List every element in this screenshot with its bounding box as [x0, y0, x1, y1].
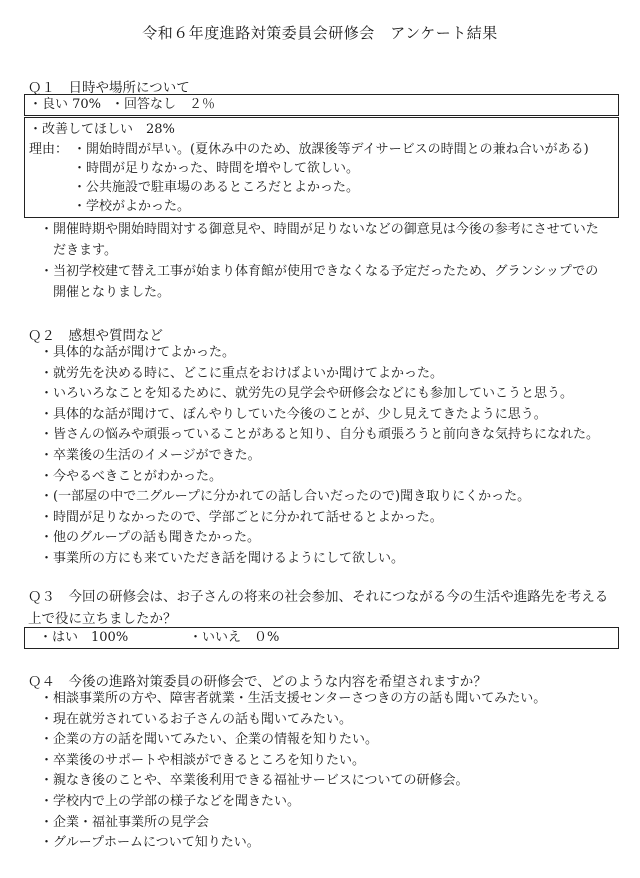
page-title: 令和６年度進路対策委員会研修会 アンケート結果	[142, 24, 498, 42]
list-item: ・学校内で上の学部の様子などを聞きたい。	[40, 793, 301, 809]
q1-improve-value: ・改善してほしい 28%	[29, 122, 175, 137]
list-item: ・現在就労されているお子さんの話も聞いてみたい。	[40, 711, 353, 727]
list-item: ・就労先を決める時に、どこに重点をおけばよいか聞けてよかった。	[40, 365, 444, 381]
q1-response-notes	[40, 219, 620, 303]
q1-reason-item: ・学校がよかった。	[73, 199, 191, 214]
list-item: ・皆さんの悩みや頑張っていることがあると知り、自分も頑張ろうと前向きな気持ちになれた。	[40, 427, 600, 443]
q1-reason-label: 理由：	[29, 142, 69, 157]
list-item: ・事業所の方にも来ていただき話を聞けるようにして欲しい。	[40, 550, 405, 566]
q3-yes-value: ・はい 100%	[39, 630, 129, 645]
list-item: ・相談事業所の方や、障害者就業・生活支援センターさつきの方の話も聞いてみたい。	[40, 691, 547, 706]
list-item: ・時間が足りなかったので、学部ごとに分かれて話せるとよかった。	[40, 509, 443, 525]
q1-note-line: ・開催時期や開始時間対する御意見や、時間が足りないなどの御意見は今後の参考にさせていた	[40, 222, 599, 237]
list-item: ・企業・福祉事業所の見学会	[40, 814, 210, 830]
list-item: ・(一部屋の中で二グループに分かれての話し合いだったので)聞き取りにくかった。	[40, 489, 531, 505]
q1-noanswer-value: ・回答なし ２％	[111, 97, 216, 112]
list-item: ・具体的な話が聞けてよかった。	[40, 345, 236, 360]
q4-heading: Ｑ４ 今後の進路対策委員の研修会で、どのような内容を希望されますか？	[28, 674, 487, 690]
q1-note-line: だきます。	[53, 243, 117, 258]
q1-reason-item: ・時間が足りなかった、時間を増やして欲しい。	[73, 161, 360, 176]
q1-note-line: 開催となりました。	[53, 285, 171, 300]
list-item: ・企業の方の話を聞いてみたい、企業の情報を知りたい。	[40, 732, 379, 748]
q1-note	[40, 219, 620, 261]
q2-comment-list	[40, 343, 599, 570]
q1-heading: Ｑ１ 日時や場所について	[28, 80, 190, 96]
q4-request-list	[40, 689, 546, 854]
q2-heading: Ｑ２ 感想や質問など	[28, 328, 163, 344]
list-item: ・卒業後の生活のイメージができた。	[40, 447, 261, 463]
q1-note-line: ・当初学校建て替え工事が始まり体育館が使用できなくなる予定だったため、グランシップでの	[40, 264, 599, 279]
q1-reason-item: ・公共施設で駐車場のあるところだとよかった。	[73, 180, 360, 195]
q1-note	[40, 261, 620, 303]
list-item: ・グループホームについて知りたい。	[40, 835, 260, 851]
q1-result-box-positive	[24, 94, 619, 116]
q3-no-value: ・いいえ ０%	[189, 630, 280, 645]
list-item: ・卒業後のサポートや相談ができるところを知りたい。	[40, 752, 366, 768]
list-item: ・親なき後のことや、卒業後利用できる福祉サービスについての研修会。	[40, 773, 469, 789]
q3-result-box	[24, 627, 619, 649]
q1-reason-item: ・開始時間が早い。(夏休み中のため、放課後等デイサービスの時間との兼ね合いがある)	[73, 142, 589, 157]
list-item: ・他のグループの話も聞きたかった。	[40, 530, 260, 546]
q1-result-box-improve	[24, 117, 619, 218]
q3-heading: Ｑ３ 今回の研修会は、お子さんの将来の社会参加、それにつながる今の生活や進路先を考える上で役に立ちましたか？	[28, 589, 609, 627]
list-item: ・いろいろなことを知るために、就労先の見学会や研修会などにも参加していこうと思う。	[40, 386, 574, 402]
list-item: ・今やるべきことがわかった。	[40, 468, 223, 484]
list-item: ・具体的な話が聞けて、ぼんやりしていた今後のことが、少し見えてきたように思う。	[40, 406, 547, 422]
q1-good-value: ・良い 70%	[29, 97, 102, 112]
